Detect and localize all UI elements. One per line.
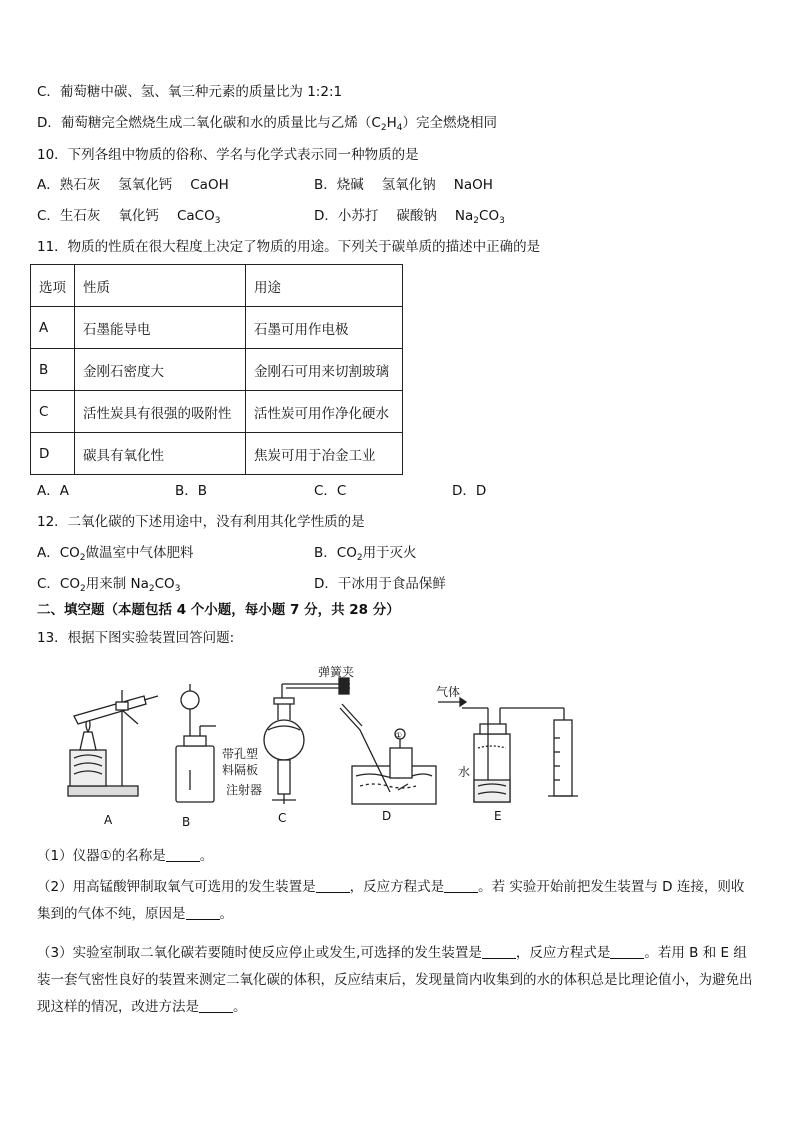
table-row: [31, 349, 403, 391]
answer-blank[interactable]: [610, 944, 644, 959]
table-row: [31, 391, 403, 433]
table-cell: 活性炭可用作净化硬水: [246, 391, 403, 433]
table-cell: 碳具有氧化性: [75, 433, 246, 475]
table-cell: B: [31, 349, 75, 391]
table-header-row: [31, 265, 403, 307]
q13-part2: （2）用高锰酸钾制取氧气可选用的发生装置是 ，反应方程式是 。若 实验开始前把发生装置与 D 连接，则收集到的气体不纯，原因是 。: [37, 879, 745, 922]
apparatus-a: [68, 690, 158, 796]
q11-option-c: C．C: [314, 483, 347, 499]
table-header-cell: 选项: [31, 265, 75, 307]
figure-label-plate-line2: 料隔板: [222, 763, 259, 777]
answer-blank[interactable]: [199, 998, 233, 1013]
figure-label-a: A: [104, 813, 113, 827]
q10-option-b: B．烧碱 氢氧化钠 NaOH: [314, 177, 493, 193]
apparatus-d: [340, 704, 436, 804]
table-cell: C: [31, 391, 75, 433]
q10-option-c: C．生石灰 氧化钙 CaCO$_3$: [37, 208, 221, 226]
apparatus-e: [438, 698, 578, 802]
q13-stem: 13．根据下图实验装置回答问题:: [37, 630, 235, 646]
answer-blank[interactable]: [166, 847, 200, 862]
q13-part1: （1）仪器①的名称是 。: [37, 848, 214, 864]
figure-label-water: 水: [458, 765, 471, 779]
q10-option-d: D．小苏打 碳酸钠 $Na_2CO_3$: [314, 208, 505, 226]
table-cell: 石墨可用作电极: [246, 307, 403, 349]
figure-label-spring-clip: 弹簧夹: [318, 665, 355, 679]
figure-label-b: B: [182, 815, 191, 829]
q9-option-c: C．葡萄糖中碳、氢、氧三种元素的质量比为 1:2:1: [37, 84, 343, 100]
q12-option-c: C．$CO_2$用来制 $Na_2CO_3$: [37, 576, 181, 594]
table-cell: 活性炭具有很强的吸附性: [75, 391, 246, 433]
q12-option-d: D．干冰用于食品保鲜: [314, 576, 446, 592]
table-cell: D: [31, 433, 75, 475]
figure-label-e: E: [494, 809, 502, 823]
answer-blank[interactable]: [482, 944, 516, 959]
figure-label-plate-line1: 带孔塑: [222, 747, 259, 761]
apparatus-c: [264, 678, 350, 804]
q10-option-a: A．熟石灰 氢氧化钙 CaOH: [37, 177, 229, 193]
table-header-cell: 用途: [246, 265, 403, 307]
q12-option-a: A．$CO_2$做温室中气体肥料: [37, 545, 194, 563]
table-row: [31, 307, 403, 349]
figure-label-d: D: [382, 809, 392, 823]
table-cell: 焦炭可用于冶金工业: [246, 433, 403, 475]
q13-part3: （3）实验室制取二氧化碳若要随时使反应停止或发生,可选择的发生装置是 ，反应方程式是 。若用 B 和 E 组装一套气密性良好的装置来测定二氧化碳的体积，反应结束后，发现量筒内收集到的水的体积总是比理论值小，为避免出现这样的情况，改进方法是 。: [37, 945, 753, 1015]
q11-option-d: D．D: [452, 483, 487, 499]
q11-option-a: A．A: [37, 483, 69, 499]
q13-apparatus-figure: [60, 660, 590, 832]
answer-blank[interactable]: [444, 878, 478, 893]
q9-option-d: D．葡萄糖完全燃烧生成二氧化碳和水的质量比与乙烯$(C_2H_4)$完全燃烧相同: [37, 115, 497, 133]
section-title: 二、填空题（本题包括 4 个小题，每小题 7 分，共 28 分）: [37, 602, 400, 618]
figure-label-syringe: 注射器: [226, 783, 263, 797]
figure-label-gas: 气体: [436, 685, 461, 699]
q10-stem: 10．下列各组中物质的俗称、学名与化学式表示同一种物质的是: [37, 147, 419, 163]
q11-option-b: B．B: [175, 483, 208, 499]
answer-blank[interactable]: [186, 905, 220, 920]
table-cell: A: [31, 307, 75, 349]
answer-blank[interactable]: [316, 878, 350, 893]
q11-stem: 11．物质的性质在很大程度上决定了物质的用途。下列关于碳单质的描述中正确的是: [37, 239, 541, 255]
figure-label-circle1: ①: [395, 731, 403, 740]
q12-option-b: B．$CO_2$用于灭火: [314, 545, 417, 563]
figure-label-c: C: [278, 811, 287, 825]
table-cell: 石墨能导电: [75, 307, 246, 349]
table-row: [31, 433, 403, 475]
table-cell: 金刚石密度大: [75, 349, 246, 391]
table-cell: 金刚石可用来切割玻璃: [246, 349, 403, 391]
table-header-cell: 性质: [75, 265, 246, 307]
q12-stem: 12．二氧化碳的下述用途中，没有利用其化学性质的是: [37, 514, 365, 530]
apparatus-b: [176, 684, 216, 802]
q11-table: [30, 264, 403, 475]
